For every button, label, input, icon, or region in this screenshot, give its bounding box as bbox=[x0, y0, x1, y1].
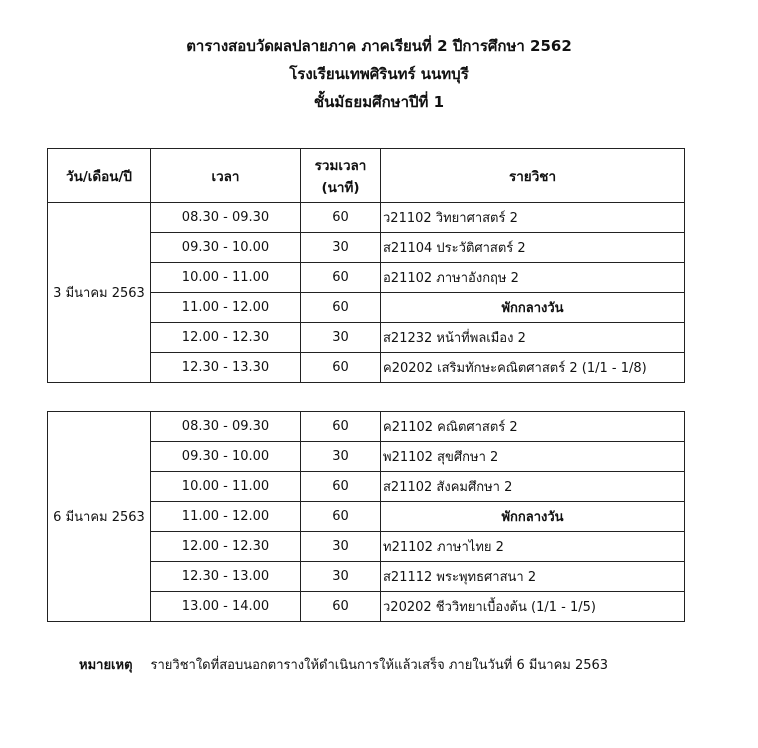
exam-subject: ส21112 พระพุทธศาสนา 2 bbox=[381, 562, 685, 592]
exam-minutes: 60 bbox=[301, 592, 381, 622]
table-row bbox=[48, 412, 685, 442]
exam-subject: พ21102 สุขศึกษา 2 bbox=[381, 442, 685, 472]
exam-time: 10.00 - 11.00 bbox=[151, 472, 301, 502]
exam-subject: อ21102 ภาษาอังกฤษ 2 bbox=[381, 263, 685, 293]
exam-schedule-table-day1 bbox=[47, 148, 685, 383]
exam-time: 10.00 - 11.00 bbox=[151, 263, 301, 293]
exam-minutes: 60 bbox=[301, 203, 381, 233]
exam-time: 11.00 - 12.00 bbox=[151, 293, 301, 323]
exam-subject: ค20202 เสริมทักษะคณิตศาสตร์ 2 (1/1 - 1/8) bbox=[381, 353, 685, 383]
exam-minutes: 60 bbox=[301, 472, 381, 502]
table-header-row bbox=[48, 149, 685, 203]
header-duration-line2: (นาที) bbox=[321, 179, 360, 196]
footnote-label: หมายเหตุ bbox=[79, 658, 133, 673]
exam-minutes: 60 bbox=[301, 263, 381, 293]
grade-level: ชั้นมัธยมศึกษาปีที่ 1 bbox=[313, 93, 445, 111]
exam-minutes: 30 bbox=[301, 233, 381, 263]
footnote-text: รายวิชาใดที่สอบนอกตารางให้ดำเนินการให้แล้วเสร็จ ภายในวันที่ 6 มีนาคม 2563 bbox=[150, 658, 609, 673]
exam-minutes: 60 bbox=[301, 502, 381, 532]
exam-time: 08.30 - 09.30 bbox=[151, 412, 301, 442]
exam-subject: ค21102 คณิตศาสตร์ 2 bbox=[381, 412, 685, 442]
exam-time: 13.00 - 14.00 bbox=[151, 592, 301, 622]
school-name: โรงเรียนเทพศิรินทร์ นนทบุรี bbox=[289, 65, 469, 83]
exam-subject: ท21102 ภาษาไทย 2 bbox=[381, 532, 685, 562]
lunch-break: พักกลางวัน bbox=[381, 293, 685, 323]
exam-schedule-table-day2 bbox=[47, 411, 685, 622]
exam-date: 3 มีนาคม 2563 bbox=[48, 203, 151, 383]
lunch-break: พักกลางวัน bbox=[381, 502, 685, 532]
exam-minutes: 30 bbox=[301, 532, 381, 562]
table-row bbox=[48, 203, 685, 233]
exam-time: 08.30 - 09.30 bbox=[151, 203, 301, 233]
header-duration-line1: รวมเวลา bbox=[314, 157, 367, 174]
header-time: เวลา bbox=[151, 149, 301, 203]
exam-minutes: 30 bbox=[301, 442, 381, 472]
header-date: วัน/เดือน/ปี bbox=[48, 149, 151, 203]
exam-subject: ส21102 สังคมศึกษา 2 bbox=[381, 472, 685, 502]
exam-subject: ว20202 ชีววิทยาเบื้องต้น (1/1 - 1/5) bbox=[381, 592, 685, 622]
footnote bbox=[79, 656, 608, 676]
exam-minutes: 60 bbox=[301, 293, 381, 323]
exam-minutes: 30 bbox=[301, 562, 381, 592]
exam-time: 09.30 - 10.00 bbox=[151, 233, 301, 263]
exam-minutes: 60 bbox=[301, 353, 381, 383]
exam-time: 09.30 - 10.00 bbox=[151, 442, 301, 472]
exam-subject: ว21102 วิทยาศาสตร์ 2 bbox=[381, 203, 685, 233]
header-subject: รายวิชา bbox=[381, 149, 685, 203]
exam-subject: ส21232 หน้าที่พลเมือง 2 bbox=[381, 323, 685, 353]
exam-subject: ส21104 ประวัติศาสตร์ 2 bbox=[381, 233, 685, 263]
document-title: ตารางสอบวัดผลปลายภาค ภาคเรียนที่ 2 ปีการศึกษา 2562 bbox=[186, 37, 572, 55]
exam-time: 12.00 - 12.30 bbox=[151, 323, 301, 353]
exam-minutes: 30 bbox=[301, 323, 381, 353]
exam-time: 12.30 - 13.00 bbox=[151, 562, 301, 592]
exam-time: 12.00 - 12.30 bbox=[151, 532, 301, 562]
header-duration bbox=[301, 149, 381, 203]
exam-time: 12.30 - 13.30 bbox=[151, 353, 301, 383]
exam-time: 11.00 - 12.00 bbox=[151, 502, 301, 532]
exam-date: 6 มีนาคม 2563 bbox=[48, 412, 151, 622]
exam-minutes: 60 bbox=[301, 412, 381, 442]
